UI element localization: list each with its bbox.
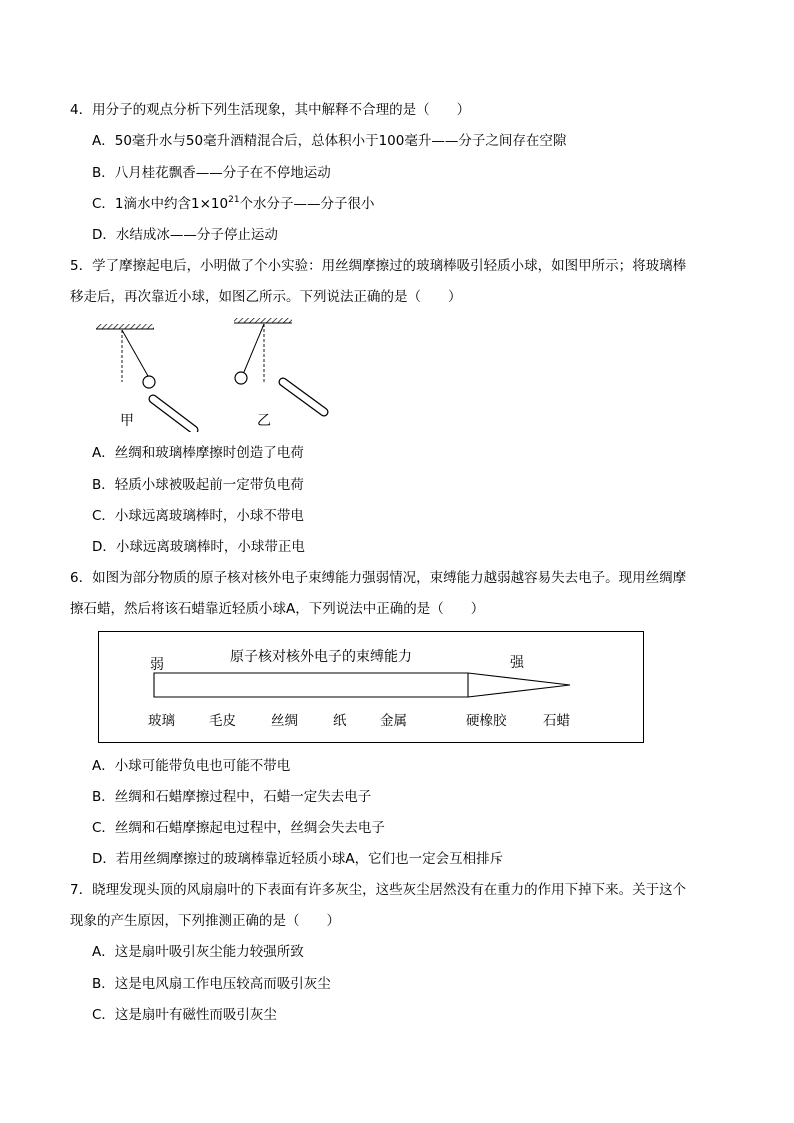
q6-option-a: A．小球可能带负电也可能不带电 xyxy=(92,758,291,774)
ceiling-support-right xyxy=(234,318,292,323)
q6-stem-line1: 6．如图为部分物质的原子核对核外电子束缚能力强弱情况，束缚能力越弱越容易失去电子。现用丝绸摩 xyxy=(70,570,687,586)
q7-option-a: A．这是扇叶吸引灰尘能力较强所致 xyxy=(92,944,304,960)
strong-label: 强 xyxy=(510,655,524,671)
ball-right xyxy=(235,372,247,384)
q5-option-d: D．小球远离玻璃棒时，小球带正电 xyxy=(92,539,305,555)
ball-left xyxy=(143,376,155,388)
q7-stem-line1: 7．晓理发现头顶的风扇扇叶的下表面有许多灰尘，这些灰尘居然没有在重力的作用下掉下来。关于这个 xyxy=(70,882,687,898)
material-metal: 金属 xyxy=(380,713,407,729)
glass-rod-left-inner xyxy=(153,399,194,430)
q4-option-c-text: C．1滴水中约含1×10 xyxy=(92,196,229,212)
q6-option-d: D．若用丝绸摩擦过的玻璃棒靠近轻质小球A，它们也一定会互相排斥 xyxy=(92,851,504,867)
figure-label-jia: 甲 xyxy=(120,413,134,429)
q7-stem-line2: 现象的产生原因，下列推测正确的是（ ） xyxy=(70,913,340,929)
q4-option-c xyxy=(92,194,375,214)
material-glass: 玻璃 xyxy=(148,713,175,729)
q5-stem-line1: 5．学了摩擦起电后，小明做了个小实验：用丝绸摩擦过的玻璃棒吸引轻质小球，如图甲所示；将玻璃棒 xyxy=(70,258,687,274)
figure-yi xyxy=(234,318,324,412)
binding-ability-title: 原子核对核外电子的束缚能力 xyxy=(230,649,412,665)
ceiling-support-left xyxy=(96,324,154,329)
material-hard-rubber: 硬橡胶 xyxy=(466,713,507,729)
q5-option-b: B．轻质小球被吸起前一定带负电荷 xyxy=(92,477,304,493)
q6-option-b: B．丝绸和石蜡摩擦过程中，石蜡一定失去电子 xyxy=(92,789,372,805)
q5-option-a: A．丝绸和玻璃棒摩擦时创造了电荷 xyxy=(92,445,304,461)
q4-option-c-text-end: 个水分子——分子很小 xyxy=(239,196,375,212)
q7-option-b: B．这是电风扇工作电压较高而吸引灰尘 xyxy=(92,976,331,992)
q5-stem-line2: 移走后，再次靠近小球，如图乙所示。下列说法正确的是（ ） xyxy=(70,289,462,305)
thread-right xyxy=(244,324,264,372)
q6-option-c: C．丝绸和石蜡摩擦起电过程中，丝绸会失去电子 xyxy=(92,820,385,836)
q4-option-c-exponent: 21 xyxy=(228,195,240,205)
figure-jia xyxy=(96,324,194,430)
figure-label-yi: 乙 xyxy=(257,413,271,429)
material-paraffin: 石蜡 xyxy=(543,713,570,729)
q4-stem: 4．用分子的观点分析下列生活现象，其中解释不合理的是（ ） xyxy=(70,102,471,118)
q4-option-b: B．八月桂花飘香——分子在不停地运动 xyxy=(92,165,331,181)
material-silk: 丝绸 xyxy=(271,713,298,729)
q7-option-c: C．这是扇叶有磁性而吸引灰尘 xyxy=(92,1007,277,1023)
thread-left xyxy=(122,330,148,376)
q4-option-a: A．50毫升水与50毫升酒精混合后，总体积小于100毫升——分子之间存在空隙 xyxy=(92,133,567,149)
binding-ability-arrow xyxy=(150,670,580,700)
material-fur: 毛皮 xyxy=(209,713,236,729)
q5-option-c: C．小球远离玻璃棒时，小球不带电 xyxy=(92,508,304,524)
q6-stem-line2: 擦石蜡，然后将该石蜡靠近轻质小球A，下列说法中正确的是（ ） xyxy=(70,601,485,617)
material-paper: 纸 xyxy=(333,713,347,729)
q4-option-d: D．水结成冰——分子停止运动 xyxy=(92,227,278,243)
weak-label: 弱 xyxy=(150,657,164,673)
glass-rod-right-inner xyxy=(283,382,324,412)
